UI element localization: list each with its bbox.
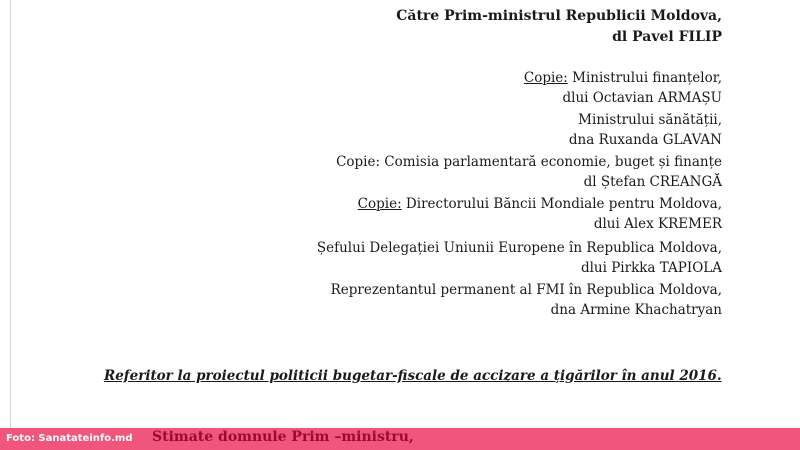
recipient-item — [317, 194, 722, 234]
letter-subject: Referitor la proiectul politicii bugetar-fiscale de accizare a țigărilor în anul 2016. — [104, 368, 722, 384]
recipient-person: dlui Pirkka TAPIOLA — [580, 260, 722, 276]
recipients-list — [317, 68, 722, 320]
recipient-person: dna Ruxanda GLAVAN — [568, 132, 722, 148]
recipient-org: Șefului Delegației Uniunii Europene în Republica Moldova, — [316, 240, 722, 256]
addressee-name: dl Pavel FILIP — [612, 29, 722, 45]
salutation: Stimate domnule Prim –ministru, — [152, 429, 414, 445]
recipient-org: Ministrului finanțelor, — [567, 70, 722, 86]
recipient-org: Directorului Băncii Mondiale pentru Moldova, — [401, 196, 722, 212]
recipient-item — [317, 110, 722, 150]
recipient-item — [317, 280, 722, 320]
photo-credit: Foto: Sanatateinfo.md — [6, 433, 133, 444]
photo-credit-bar — [0, 428, 800, 450]
addressee-title: Către Prim-ministrul Republicii Moldova, — [396, 8, 722, 24]
recipient-org: Reprezentantul permanent al FMI în Republica Moldova, — [330, 282, 722, 298]
recipient-person: dl Ștefan CREANGĂ — [583, 174, 722, 190]
addressee-block — [396, 6, 722, 48]
recipient-org: Ministrului sănătății, — [578, 112, 722, 128]
recipient-item — [317, 238, 722, 278]
copy-prefix: Copie: — [357, 196, 402, 212]
recipient-item — [317, 68, 722, 108]
copy-prefix: Copie: — [523, 70, 568, 86]
recipient-person: dlui Octavian ARMAȘU — [562, 90, 722, 106]
recipient-item — [317, 152, 722, 192]
recipient-org: Copie: Comisia parlamentară economie, buget și finanțe — [336, 154, 722, 170]
page-margin-edge — [0, 0, 11, 428]
recipient-person: dna Armine Khachatryan — [550, 302, 722, 318]
recipient-person: dlui Alex KREMER — [593, 216, 722, 232]
